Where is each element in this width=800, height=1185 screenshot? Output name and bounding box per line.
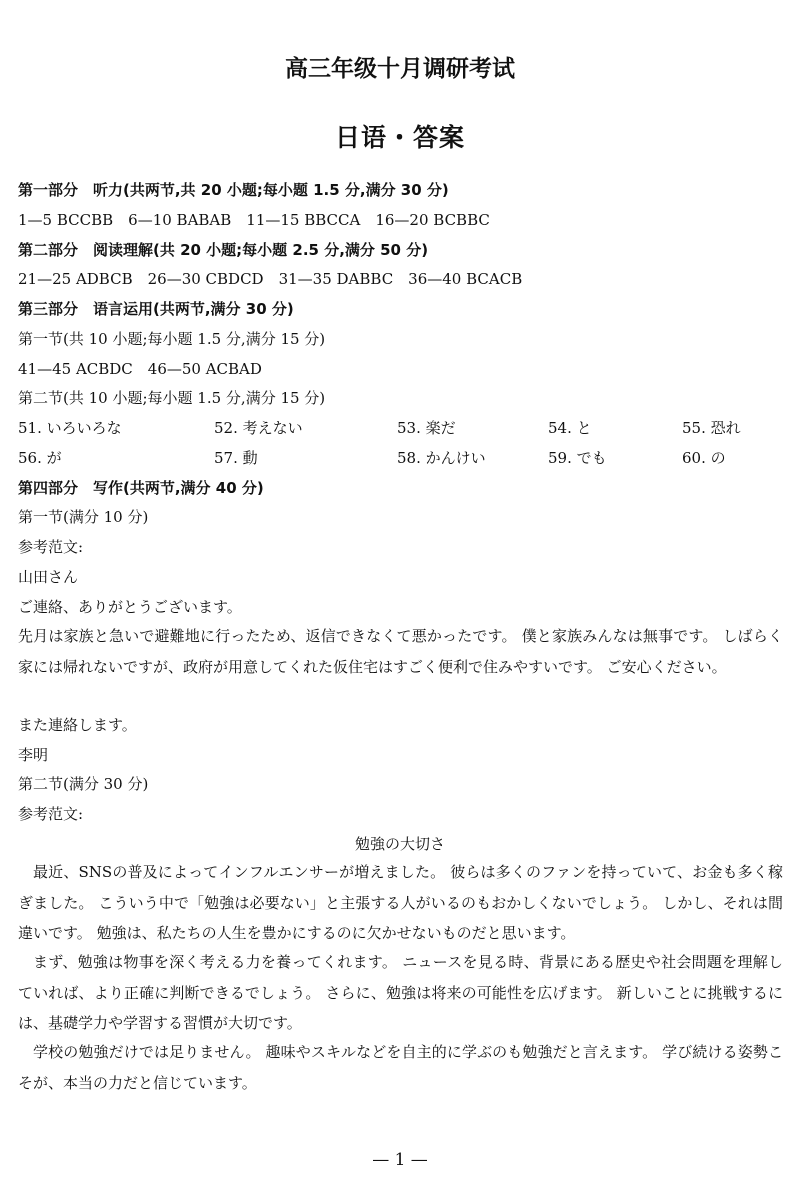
part3-section1-heading: 第一节(共 10 小题;每小题 1.5 分,满分 15 分) xyxy=(18,330,326,348)
fill-answer-51: 51. いろいろな xyxy=(18,419,122,437)
letter-closing: また連絡します。 xyxy=(18,716,137,734)
part4-section1-heading: 第一节(满分 10 分) xyxy=(18,508,149,526)
exam-subtitle: 日语・答案 xyxy=(334,123,465,152)
part2-answers: 21—25 ADBCB 26—30 CBDCD 31—35 DABBC 36—40 BCACB xyxy=(18,270,523,288)
fill-answer-54: 54. と xyxy=(548,419,592,437)
sample-label-2: 参考范文: xyxy=(18,805,84,823)
fill-answer-56: 56. が xyxy=(18,449,62,467)
part4-section2-heading: 第二节(满分 30 分) xyxy=(18,775,149,793)
part1-heading: 第一部分 听力(共两节,共 20 小题;每小题 1.5 分,满分 30 分) xyxy=(18,181,449,199)
fill-answer-58: 58. かんけい xyxy=(397,449,486,467)
letter-signature: 李明 xyxy=(18,746,49,764)
part1-answers: 1—5 BCCBB 6—10 BABAB 11—15 BBCCA 16—20 BCBBC xyxy=(18,211,490,229)
essay-paragraph-2: まず、勉強は物事を深く考える力を養ってくれます。 ニュースを見る時、背景にある歴史や社会問題を理解していれば、より正確に判断できるでしょう。 さらに、勉強は将来の可能性を広げます。 新しいことに挑戦するには、基礎学力や学習する習慣が大切です。 xyxy=(18,953,783,1032)
letter-line1: ご連絡、ありがとうございます。 xyxy=(18,598,242,616)
fill-answer-59: 59. でも xyxy=(548,449,607,467)
fill-answer-57: 57. 動 xyxy=(214,449,258,467)
sample-label: 参考范文: xyxy=(18,538,84,556)
essay-paragraph-1: 最近、SNSの普及によってインフルエンサーが増えました。 彼らは多くのファンを持っていて、お金も多く稼ぎました。 こういう中で「勉強は必要ない」と主張する人がいるのもおかしくないでしょう。 しかし、それは間違いです。 勉強は、私たちの人生を豊かにするのに欠かせないものだと思います。 xyxy=(18,863,783,942)
exam-title: 高三年级十月调研考试 xyxy=(285,56,515,82)
page-number: — 1 — xyxy=(372,1150,428,1170)
part2-heading: 第二部分 阅读理解(共 20 小题;每小题 2.5 分,满分 50 分) xyxy=(18,241,429,259)
part3-heading: 第三部分 语言运用(共两节,满分 30 分) xyxy=(18,300,294,318)
fill-answer-55: 55. 恐れ xyxy=(682,419,741,437)
fill-answer-53: 53. 楽だ xyxy=(397,419,456,437)
fill-answer-52: 52. 考えない xyxy=(214,419,303,437)
essay-title: 勉強の大切さ xyxy=(354,835,445,853)
part3-section1-answers: 41—45 ACBDC 46—50 ACBAD xyxy=(18,360,262,378)
letter-salutation: 山田さん xyxy=(18,568,79,586)
letter-body: 先月は家族と急いで避難地に行ったため、返信できなくて悪かったです。 僕と家族みんなは無事です。 しばらく家には帰れないですが、政府が用意してくれた仮住宅はすごく便利で住みやすいです。 ご安心ください。 xyxy=(18,627,783,676)
essay-paragraph-3: 学校の勉強だけでは足りません。 趣味やスキルなどを自主的に学ぶのも勉強だと言えます。 学び続ける姿勢こそが、本当の力だと信じています。 xyxy=(18,1043,783,1092)
fill-answer-60: 60. の xyxy=(682,449,726,467)
part4-heading: 第四部分 写作(共两节,满分 40 分) xyxy=(18,479,264,497)
part3-section2-heading: 第二节(共 10 小题;每小题 1.5 分,满分 15 分) xyxy=(18,389,326,407)
